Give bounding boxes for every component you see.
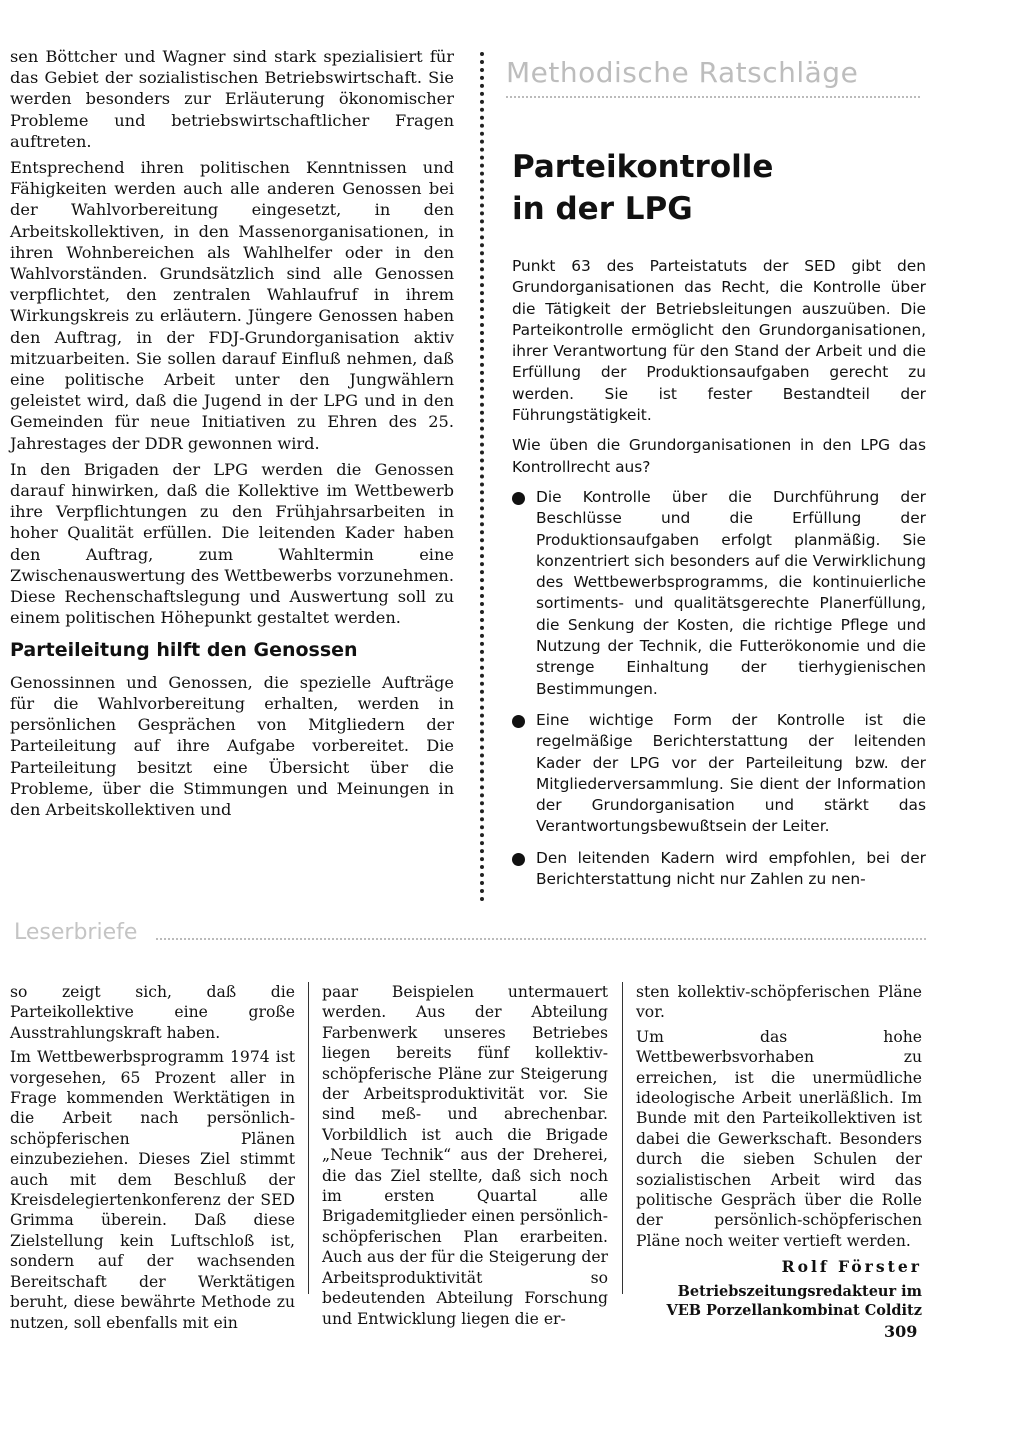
letters-paragraph: so zeigt sich, daß die Parteikollektive eine große Ausstrahlungskraft haben. <box>10 983 295 1042</box>
column-divider <box>308 982 309 1294</box>
column-divider <box>622 982 623 1294</box>
page-number: 309 <box>884 1322 918 1341</box>
bullet-dot-icon <box>512 492 525 505</box>
section-subheading: Parteileitung hilft den Genossen <box>10 639 358 662</box>
title-line: Parteikontrolle <box>512 149 774 185</box>
bullet-item <box>512 848 926 891</box>
author-name: Rolf Förster <box>781 1257 922 1277</box>
bullet-text: Eine wichtige Form der Kontrolle ist die regelmäßige Berichterstattung der leitenden Kader der LPG vor der Parteileitung bzw. der Mitgliederversammlung. Sie dient der Information der Grundorganisation und stärkt das Verantwortungsbewußtsein der Leiter. <box>536 710 926 836</box>
article-title <box>512 146 773 230</box>
bullet-dot-icon <box>512 715 525 728</box>
author-role-line: VEB Porzellankombinat Colditz <box>666 1301 922 1319</box>
section-rule <box>156 938 926 940</box>
left-article-column <box>10 46 454 825</box>
column-divider <box>480 52 484 902</box>
letters-column-2 <box>322 982 608 1333</box>
section-rule <box>506 96 920 98</box>
left-paragraph: Genossinnen und Genossen, die spezielle Aufträge für die Wahlvorbereitung erhalten, werden in persönlichen Gesprächen von Mitgliedern der Parteileitung auf ihre Aufgabe vorbereitet. Die Parteileitung besitzt eine Übersicht über die Probleme, über die Stimmungen und Meinungen in den Arbeitskollektiven und <box>10 672 454 819</box>
letters-paragraph: Im Wettbewerbsprogramm 1974 ist vorgesehen, 65 Prozent aller in Frage kommenden Werktätigen in die Arbeit nach persönlich-schöpferischen Plänen einzubeziehen. Dieses Ziel stimmt auch mit dem Beschluß der Kreisdelegiertenkonferenz der SED Grimma überein. Daß diese Zielstellung kein Luftschloß ist, sondern auf der wachsenden Bereitschaft der Werktätigen beruht, diese bewährte Methode zu nutzen, soll ebenfalls mit ein <box>10 1048 295 1332</box>
question-paragraph: Wie üben die Grundorganisationen in den LPG das Kontrollrecht aus? <box>512 436 926 476</box>
letters-column-1 <box>10 982 295 1337</box>
title-line: in der LPG <box>512 191 693 227</box>
letters-paragraph: paar Beispielen untermauert werden. Aus der Abteilung Farbenwerk unseres Betriebes liegen bereits fünf kollektiv-schöpferische Pläne zur Steigerung der Arbeitsproduktivität vor. Sie sind meß- und abrechenbar. Vorbildlich ist auch die Brigade „Neue Technik“ aus der Dreherei, die das Ziel stellte, daß sich noch im ersten Quartal alle Brigademitglieder einen persönlich-schöpferischen Plan erarbeiten. Auch aus der für die Steigerung der Arbeitsproduktivität so bedeutenden Abteilung Forschung und Entwicklung liegen die er- <box>322 983 608 1328</box>
author-role <box>636 1282 922 1320</box>
section-label-methodische: Methodische Ratschläge <box>506 56 859 89</box>
left-paragraph: Entsprechend ihren politischen Kenntnissen und Fähigkeiten werden auch alle anderen Genossen bei der Wahlvorbereitung eingesetzt, in den Arbeitskollektiven, in den Massenorganisationen, in ihren Wohnbereichen als Wahlhelfer oder in den Wahlvorständen. Grundsätzlich sind alle Genossen verpflichtet, den zentralen Wahlaufruf in ihrem Wirkungskreis zu erläutern. Jüngere Genossen haben den Auftrag, in der FDJ-Grundorganisation aktiv mitzuarbeiten. Sie sollen darauf Einfluß nehmen, daß eine politische Arbeit unter den Jungwählern geleistet wird, daß die Jugend in der LPG und in den Gemeinden für neue Initiativen zu Ehren des 25. Jahrestages der DDR gewonnen wird. <box>10 158 454 453</box>
bullet-text: Die Kontrolle über die Durchführung der Beschlüsse und die Erfüllung der Produktionsaufgaben erfolgt planmäßig. Sie konzentriert sich besonders auf die Verwirklichung des Wettbewerbsprogramms, die kontinuierliche sortiments- und qualitätsgerechte Planerfüllung, die Senkung der Kosten, die richtige Pflege und Nutzung der Technik, die Futterökonomie und die strenge Einhaltung der tierhygienischen Bestimmungen. <box>536 487 926 698</box>
intro-paragraph: Punkt 63 des Parteistatuts der SED gibt den Grundorganisationen das Recht, die Kontrolle über die Tätigkeit der Betriebsleitungen auszuüben. Die Parteikontrolle ermöglicht den Grundorganisationen, ihrer Verantwortung für den Stand der Arbeit und die Erfüllung der Produktionsaufgaben gerecht zu werden. Sie ist fester Bestandteil der Führungstätigkeit. <box>512 257 926 425</box>
left-paragraph: sen Böttcher und Wagner sind stark spezialisiert für das Gebiet der sozialistischen Betriebswirtschaft. Sie werden besonders zur Erläuterung ökonomischer Probleme und betriebswirtschaftlicher Fragen auftreten. <box>10 47 454 151</box>
section-label-leserbriefe: Leserbriefe <box>14 920 138 945</box>
bullet-text: Den leitenden Kadern wird empfohlen, bei der Berichterstattung nicht nur Zahlen zu nen- <box>536 848 926 889</box>
bullet-dot-icon <box>512 853 525 866</box>
right-article-column <box>512 256 926 900</box>
bullet-item <box>512 487 926 700</box>
left-paragraph: In den Brigaden der LPG werden die Genossen darauf hinwirken, daß die Kollektive im Wettbewerb ihre Verpflichtungen zu den Frühjahrsarbeiten in hoher Qualität erfüllen. Die leitenden Kader haben den Auftrag, zum Wahltermin eine Zwischenauswertung des Wettbewerbs vorzunehmen. Diese Rechenschaftslegung und Auswertung soll zu einem politischen Höhepunkt gestaltet werden. <box>10 459 454 628</box>
author-role-line: Betriebszeitungsredakteur im <box>677 1282 922 1300</box>
bullet-item <box>512 710 926 838</box>
letters-paragraph: sten kollektiv-schöpferischen Pläne vor. <box>636 983 922 1022</box>
letters-column-3 <box>636 982 922 1324</box>
letters-paragraph: Um das hohe Wettbewerbsvorhaben zu erreichen, ist die unermüdliche ideologische Arbeit unerläßlich. Im Bunde mit den Parteikollektiven ist dabei die Gewerkschaft. Besonders durch die sieben Schulen der sozialistischen Arbeit wird das politische Gespräch über die Rolle der persönlich-schöpferischen Pläne noch weiter vertieft werden. <box>636 1027 922 1250</box>
